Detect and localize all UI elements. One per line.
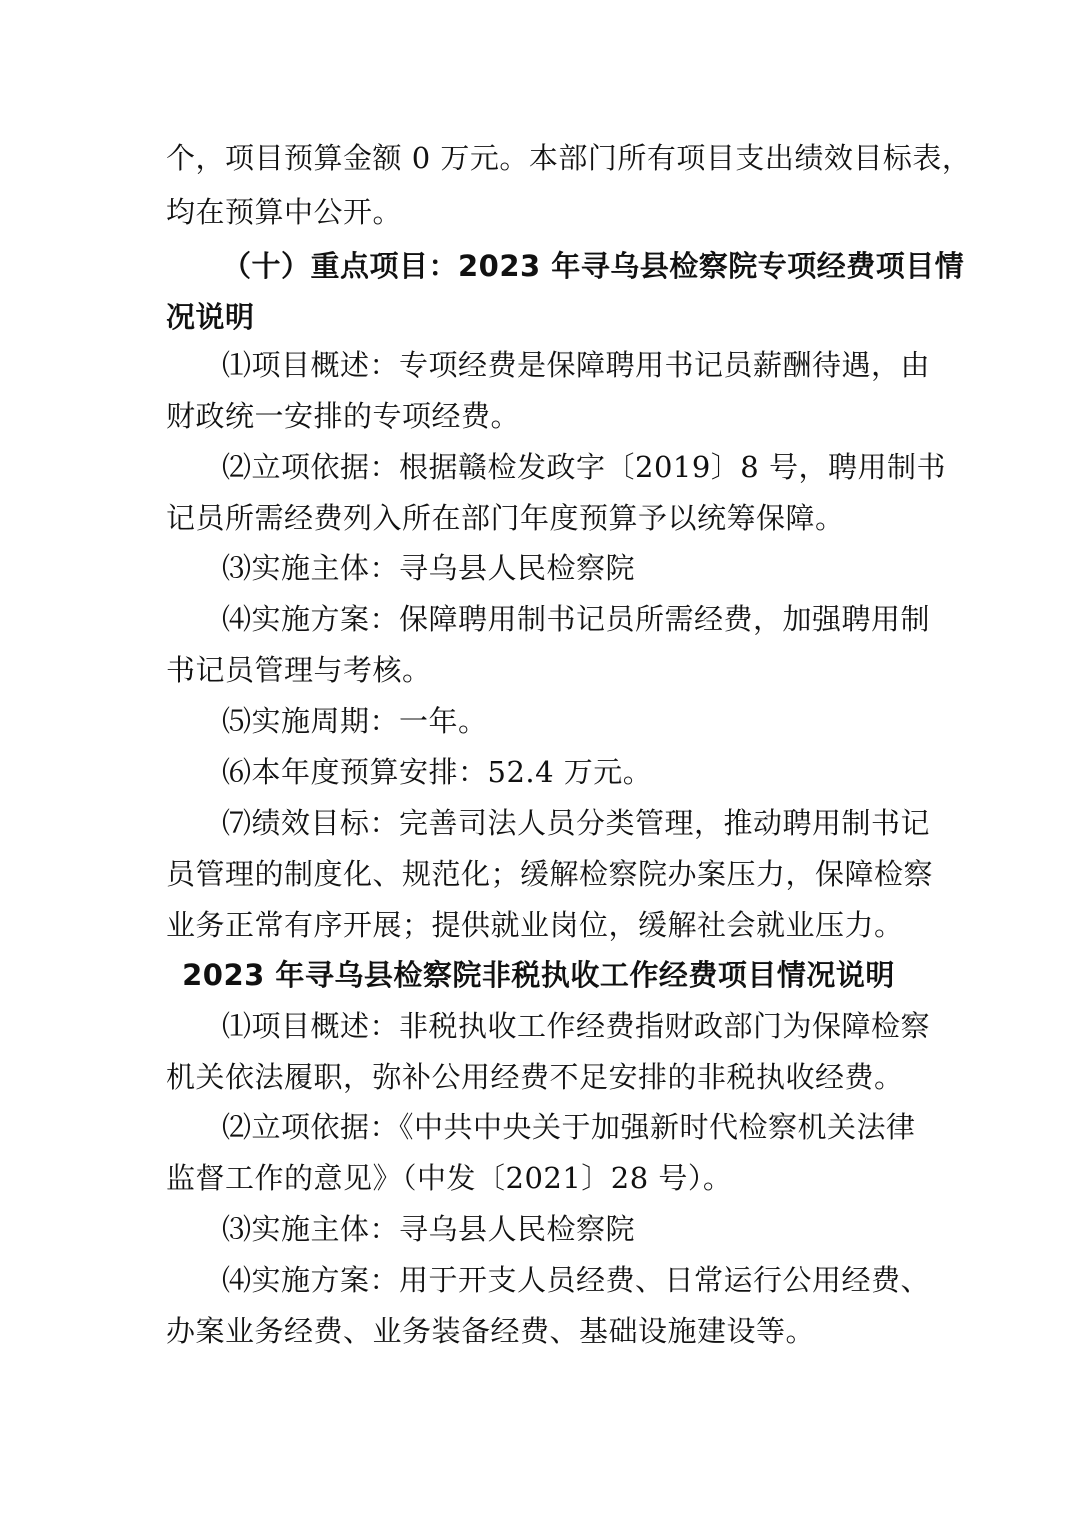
paragraph-line: ⑴项目概述：专项经费是保障聘用书记员薪酬待遇，由 bbox=[222, 348, 931, 382]
paragraph-line: ⑸实施周期：一年。 bbox=[222, 704, 488, 738]
paragraph-line: ⑷实施方案：保障聘用制书记员所需经费，加强聘用制 bbox=[222, 602, 931, 636]
paragraph-line: ⑹本年度预算安排：52.4 万元。 bbox=[222, 755, 653, 789]
paragraph-line: 个，项目预算金额 0 万元。本部门所有项目支出绩效目标表， bbox=[166, 141, 972, 175]
paragraph-line: ⑷实施方案：用于开支人员经费、日常运行公用经费、 bbox=[222, 1263, 931, 1297]
paragraph-line: ⑵立项依据：《中共中央关于加强新时代检察机关法律 bbox=[222, 1110, 916, 1144]
paragraph-line: 业务正常有序开展；提供就业岗位，缓解社会就业压力。 bbox=[166, 908, 904, 942]
section-heading: （十）重点项目：2023 年寻乌县检察院专项经费项目情 bbox=[222, 249, 965, 283]
paragraph-line: 办案业务经费、业务装备经费、基础设施建设等。 bbox=[166, 1314, 816, 1348]
paragraph-line: ⑺绩效目标：完善司法人员分类管理，推动聘用制书记 bbox=[222, 806, 931, 840]
section-heading: 况说明 bbox=[166, 300, 255, 334]
paragraph-line: 记员所需经费列入所在部门年度预算予以统筹保障。 bbox=[166, 501, 845, 535]
paragraph-line: 书记员管理与考核。 bbox=[166, 653, 432, 687]
subsection-heading: 2023 年寻乌县检察院非税执收工作经费项目情况说明 bbox=[182, 958, 895, 992]
paragraph-line: 机关依法履职，弥补公用经费不足安排的非税执收经费。 bbox=[166, 1060, 904, 1094]
paragraph-line: 员管理的制度化、规范化；缓解检察院办案压力，保障检察 bbox=[166, 857, 934, 891]
paragraph-line: ⑶实施主体：寻乌县人民检察院 bbox=[222, 1212, 636, 1246]
paragraph-line: ⑶实施主体：寻乌县人民检察院 bbox=[222, 551, 636, 585]
paragraph-line: ⑵立项依据：根据赣检发政字〔2019〕8 号，聘用制书 bbox=[222, 450, 946, 484]
paragraph-line: 监督工作的意见》（中发〔2021〕28 号）。 bbox=[166, 1161, 733, 1195]
paragraph-line: 均在预算中公开。 bbox=[166, 195, 403, 229]
paragraph-line: 财政统一安排的专项经费。 bbox=[166, 399, 521, 433]
paragraph-line: ⑴项目概述：非税执收工作经费指财政部门为保障检察 bbox=[222, 1009, 931, 1043]
